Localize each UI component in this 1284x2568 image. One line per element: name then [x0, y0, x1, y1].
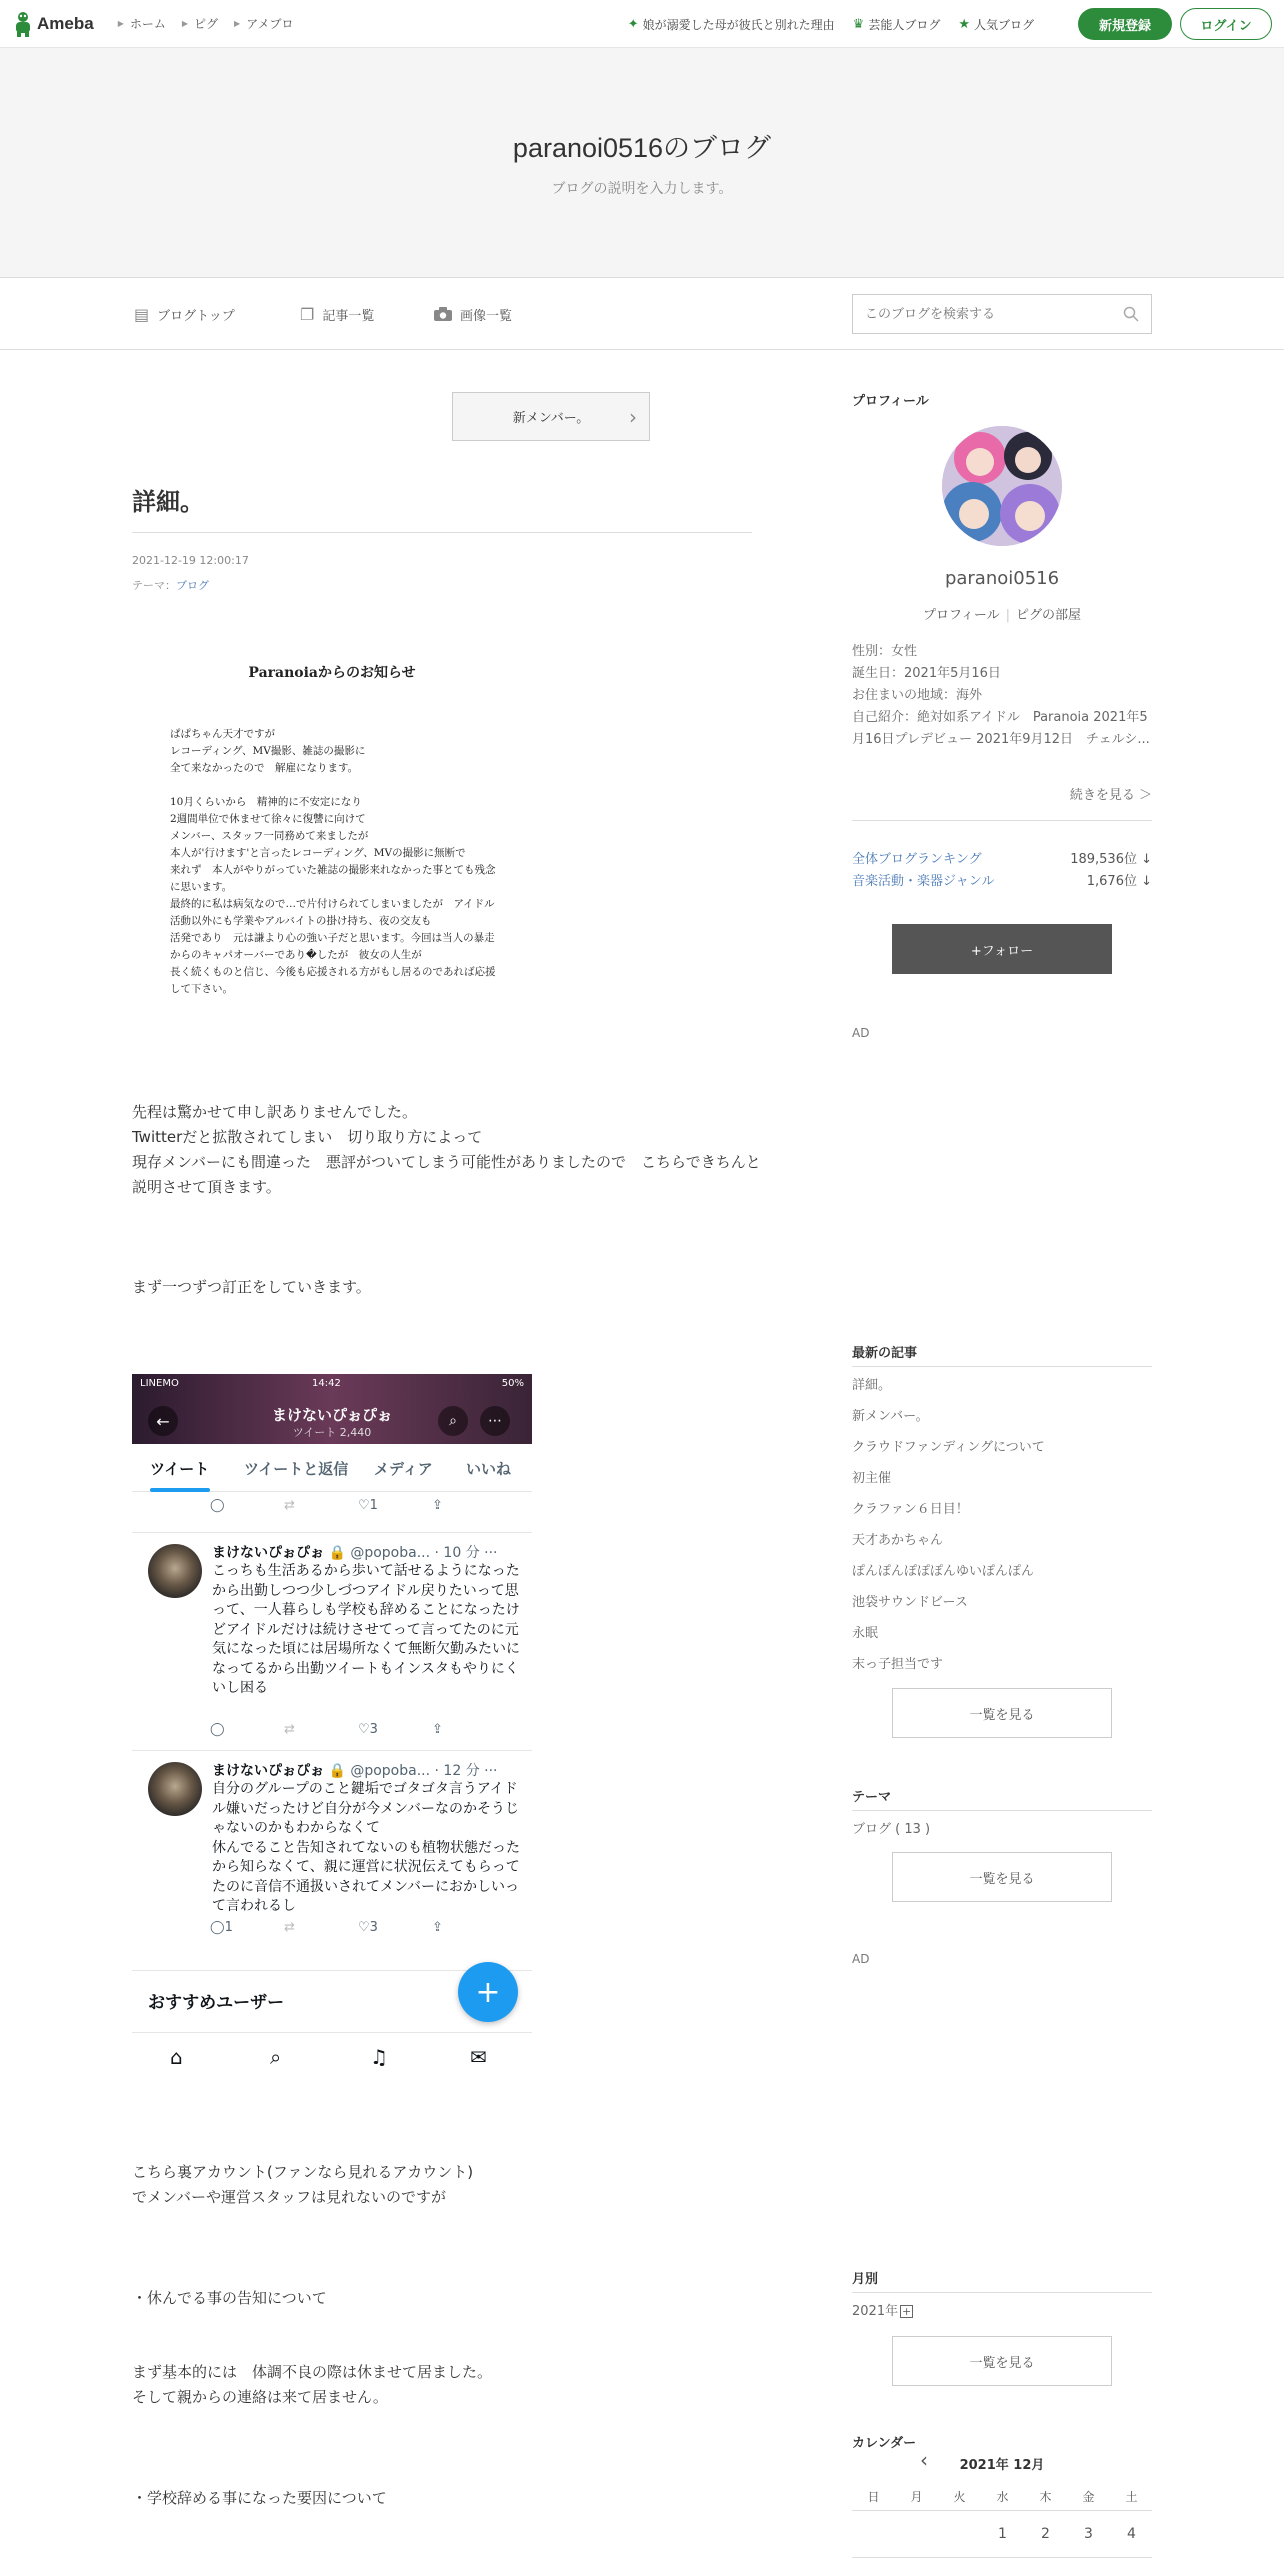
divider	[132, 1750, 532, 1751]
profile-avatar[interactable]	[942, 426, 1062, 546]
latest-article-item[interactable]: 新メンバー。	[852, 1409, 929, 1424]
back-arrow-icon: ←	[148, 1406, 178, 1436]
compose-plus-icon: +	[458, 1962, 518, 2022]
calendar-day[interactable]: 3	[1084, 2526, 1093, 2542]
ranking-genre[interactable]: 音楽活動・楽器ジャンル 1,676位 ↓	[852, 874, 1152, 889]
entry-theme-link[interactable]: ブログ	[176, 579, 209, 592]
tab-media: メディア	[374, 1460, 433, 1478]
blog-header	[0, 48, 1284, 278]
tab-replies: ツイートと返信	[244, 1460, 349, 1478]
latest-article-item[interactable]: 池袋サウンドビース	[852, 1595, 968, 1610]
ameba-logo[interactable]	[12, 11, 94, 37]
share-icon: ⇪	[432, 1722, 443, 1737]
profile-info: 性別：女性 誕生日：2021年5月16日 お住まいの地域：海外 自己紹介：絶対如系アイドル Paranoia 2021年5月16日プレデビュー 2021年9月12日 チェルシ...	[852, 644, 1150, 747]
mail-icon: ✉	[470, 2045, 487, 2069]
lock-icon: 🔒	[328, 1545, 346, 1561]
next-article-button[interactable]: 新メンバー。 ›	[452, 392, 650, 441]
login-button[interactable]: ログイン	[1180, 8, 1272, 40]
calendar-weekday: 木	[1039, 2490, 1052, 2504]
reply-icon: ◯ 1	[210, 1920, 233, 1935]
share-icon: ⇪	[432, 1920, 443, 1935]
lock-icon: 🔒	[328, 1763, 346, 1779]
like-icon: ♡ 3	[358, 1722, 378, 1737]
calendar-weekday: 水	[996, 2490, 1009, 2504]
chevron-right-icon: ▶	[181, 19, 189, 28]
ranking-overall[interactable]: 全体ブログランキング 189,536位 ↓	[852, 852, 1152, 867]
entry-theme: テーマ：ブログ	[132, 579, 209, 592]
blog-search-input[interactable]	[865, 307, 1123, 322]
header-link-story[interactable]: ✦ 娘が溺愛した母が彼氏と別れた理由	[627, 16, 835, 32]
breadcrumb	[102, 15, 294, 32]
latest-article-item[interactable]: クラウドファンディングについて	[852, 1440, 1045, 1455]
ameba-mascot-icon	[12, 11, 34, 37]
tab-tweets: ツイート	[150, 1460, 210, 1478]
calendar-day[interactable]: 1	[998, 2526, 1007, 2542]
calendar-heading: カレンダー	[852, 2436, 917, 2451]
tweet-header: まけないぴぉぴぉ 🔒 @popoba... · 10 分 ···	[212, 1545, 498, 1561]
blog-title[interactable]: paranoi0516のブログ	[512, 133, 772, 163]
retweet-icon: ⇄	[284, 1498, 295, 1513]
logo-text: Ameba	[37, 13, 94, 33]
notice-title: Paranoiaからのお知らせ	[248, 665, 416, 681]
share-icon: ⇪	[432, 1498, 443, 1513]
more-icon: ···	[484, 1763, 498, 1779]
paragraph: 先程は驚かせて申し訳ありませんでした。 Twitterだと拡散されてしまい 切り取り方によって 現存メンバーにも間違った 悪評がついてしまう可能性がありましたので こちらできちんと説明させて頂きます。	[132, 1103, 761, 1196]
notice-image	[132, 640, 532, 1020]
tweet-text: こっちも生活あるから歩いて話せるようになったから出勤しつつ少しづつアイドル戻りたいって思って、一人暮らしも学校も辞めることになったけどアイドルだけは続けさせてって言ってたのに元気になった頃には居場所なくて無断欠勤みたいになってるから出勤ツイートもインスタもやりにくいし困る	[212, 1563, 520, 1696]
monthly-heading: 月別	[852, 2272, 879, 2287]
divider	[132, 1532, 532, 1533]
header-link-celebrity[interactable]: ♛ 芸能人ブログ	[852, 16, 941, 32]
header-links	[610, 0, 1034, 48]
paragraph: ・休んでる事の告知について	[132, 2289, 327, 2307]
bell-icon: ♫	[370, 2045, 388, 2069]
tab-bar	[132, 2032, 532, 2082]
signup-button[interactable]: 新規登録	[1078, 8, 1172, 40]
chevron-left-icon[interactable]: ‹	[920, 2448, 928, 2472]
nav-image-list[interactable]: 画像一覧	[434, 278, 512, 350]
avatar	[148, 1762, 202, 1816]
breadcrumb-home[interactable]: ▶ ホーム	[117, 17, 166, 31]
tweet-screenshot	[132, 1374, 532, 2082]
like-icon: ♡ 1	[358, 1498, 378, 1513]
entry-title: 詳細。	[132, 488, 204, 516]
profile-links	[852, 604, 1152, 623]
reply-icon: ◯	[210, 1498, 225, 1513]
tab-indicator	[150, 1488, 210, 1492]
avatar	[148, 1544, 202, 1598]
paragraph: まず基本的には 体調不良の際は休ませて居ました。 そして親からの連絡は来て居ません。	[132, 2363, 493, 2406]
theme-heading: テーマ	[852, 1790, 892, 1805]
tweet-count: ツイート 2,440	[292, 1426, 372, 1439]
tweet-text: 自分のグループのこと鍵垢でゴタゴタ言うアイドル嫌いだったけど自分が今メンバーなのかそうじゃないのかもわからなくて 休んでること告知されてないのも植物状態だったから知らなくて、親に運営に状況伝えてもらってたのに音信不通扱いされてメンバーにおかしいって言われるし	[212, 1781, 520, 1914]
retweet-icon: ⇄	[284, 1722, 295, 1737]
reply-icon: ◯	[210, 1722, 225, 1737]
leaf-icon: ✦	[627, 16, 639, 32]
profile-banner	[132, 1374, 532, 1444]
entry-date: 2021-12-19 12:00:17	[132, 554, 249, 567]
retweet-icon: ⇄	[284, 1920, 295, 1935]
notice-body: ぱぱちゃん天才ですが レコーディング、MV撮影、雑誌の撮影に 全て来なかったので 解雇になります。 10月くらいから 精神的に不安定になり 2週間単位で休ませて徐々に復讐に向けて メンバー、スタッフ一同務めて来ましたが 本人が'行けます'と言ったレコーディング、MVの撮影に無断で 来れず 本人がやりがっていた雑誌の撮影来れなかった事とても残念に思います。 最終的に私は病気なので…で片付けられてしまいましたが アイドル活動以外にも学業やアルバイトの掛け持ち、夜の交友も 活発であり 元は謙より心の強い子だと思います。今回は当人の暴走からのキャパオーバーであり�したが 彼女の人生が 長く続くものと信じ、今後も応援される方がもし居るのであれば応援して下さい。	[170, 728, 496, 995]
latest-heading: 最新の記事	[852, 1346, 918, 1361]
blog-nav	[0, 278, 1284, 350]
tweet-actions	[210, 1722, 510, 1742]
follow-button[interactable]: +フォロー	[892, 924, 1112, 974]
profile-more-link[interactable]: 続きを見る ＞	[1069, 788, 1152, 803]
blog-description: ブログの説明を入力します。	[551, 181, 733, 197]
latest-article-item[interactable]: 天才あかちゃん	[852, 1533, 944, 1548]
more-icon: ⋯	[480, 1406, 510, 1436]
crown-icon: ♛	[852, 16, 865, 32]
copy-icon: ❐	[300, 304, 315, 324]
calendar-weekday: 土	[1125, 2490, 1138, 2504]
like-icon: ♡ 3	[358, 1920, 378, 1935]
calendar-month: 2021年 12月	[959, 2458, 1045, 2473]
home-icon: ⌂	[170, 2045, 183, 2069]
latest-article-item[interactable]: 永眠	[852, 1626, 879, 1641]
divider	[132, 532, 752, 533]
latest-article-item[interactable]: クラファン６日目！	[852, 1502, 969, 1517]
calendar-day[interactable]: 2	[1041, 2526, 1050, 2542]
camera-icon	[434, 307, 452, 321]
theme-list-more-button[interactable]: 一覧を見る	[892, 1852, 1112, 1902]
phone-status-bar: LINEMO 14:42 50%	[140, 1378, 524, 1389]
global-header	[0, 0, 1284, 48]
recommend-heading: おすすめユーザー	[148, 1993, 285, 2013]
calendar-weekday: 日	[867, 2490, 880, 2504]
paragraph: ・学校辞める事になった要因について	[132, 2489, 387, 2507]
latest-article-item[interactable]: 詳細。	[852, 1378, 892, 1393]
expand-plus-icon[interactable]: +	[901, 2305, 912, 2318]
search-icon[interactable]	[1123, 306, 1139, 322]
divider	[852, 1810, 1152, 1811]
tweet-actions	[210, 1498, 510, 1518]
latest-article-item[interactable]: ぽんぽんぽぽぽんゆいぽんぽん	[852, 1564, 1035, 1579]
latest-article-item[interactable]: 末っ子担当です	[852, 1657, 944, 1672]
chevron-right-icon: ▶	[234, 19, 241, 28]
tab-likes: いいね	[466, 1460, 512, 1478]
calendar-day[interactable]: 4	[1127, 2526, 1136, 2542]
breadcrumb-ameblo[interactable]: ▶ アメブロ	[234, 17, 294, 31]
latest-list-more-button[interactable]: 一覧を見る	[892, 1688, 1112, 1738]
tweet-tabs	[132, 1444, 532, 1492]
pigg-room-link[interactable]: ピグの部屋	[1016, 608, 1082, 623]
document-icon: ▤	[134, 304, 150, 324]
calendar-weekday: 火	[953, 2490, 966, 2504]
profile-heading: プロフィール	[852, 394, 929, 409]
profile-name[interactable]: paranoi0516	[944, 568, 1060, 589]
nav-blog-top[interactable]: ▤ ブログトップ	[134, 304, 235, 324]
ad-label: AD	[852, 1026, 870, 1040]
search-icon: ⌕	[270, 2045, 282, 2069]
nav-article-list[interactable]: ❐ 記事一覧	[300, 304, 375, 324]
calendar-weekday: 月	[910, 2490, 923, 2504]
divider	[852, 2557, 1152, 2558]
star-icon: ★	[958, 16, 970, 32]
more-icon: ···	[484, 1545, 498, 1561]
search-icon: ⌕	[438, 1406, 468, 1436]
monthly-list-more-button[interactable]: 一覧を見る	[892, 2336, 1112, 2386]
divider	[852, 1366, 1152, 1367]
calendar-weekday: 金	[1082, 2490, 1095, 2504]
tweet-actions	[210, 1920, 510, 1940]
theme-item[interactable]: ブログ ( 13 )	[852, 1822, 931, 1837]
month-item[interactable]: 2021年 +	[852, 2304, 912, 2319]
avatar-illustration	[942, 426, 1062, 546]
ad-label: AD	[852, 1952, 870, 1966]
blog-search	[852, 294, 1152, 334]
paragraph: こちら裏アカウント(ファンなら見れるアカウント) でメンバーや運営スタッフは見れないのですが	[132, 2163, 474, 2206]
account-name: まけないぴぉぴぉ	[271, 1406, 392, 1424]
divider	[852, 2292, 1152, 2293]
header-link-popular[interactable]: ★ 人気ブログ	[958, 16, 1034, 32]
divider	[852, 2510, 1152, 2511]
paragraph: まず一つずつ訂正をしていきます。	[132, 1278, 371, 1296]
divider	[852, 820, 1152, 821]
latest-article-item[interactable]: 初主催	[852, 1471, 892, 1486]
profile-link[interactable]: プロフィール	[922, 608, 1000, 623]
breadcrumb-pigg[interactable]: ▶ ピグ	[181, 17, 219, 31]
tweet-header: まけないぴぉぴぉ 🔒 @popoba... · 12 分 ···	[212, 1763, 498, 1779]
chevron-right-icon: ▶	[117, 19, 124, 28]
divider: |	[1005, 608, 1011, 623]
chevron-right-icon: ›	[629, 405, 637, 429]
